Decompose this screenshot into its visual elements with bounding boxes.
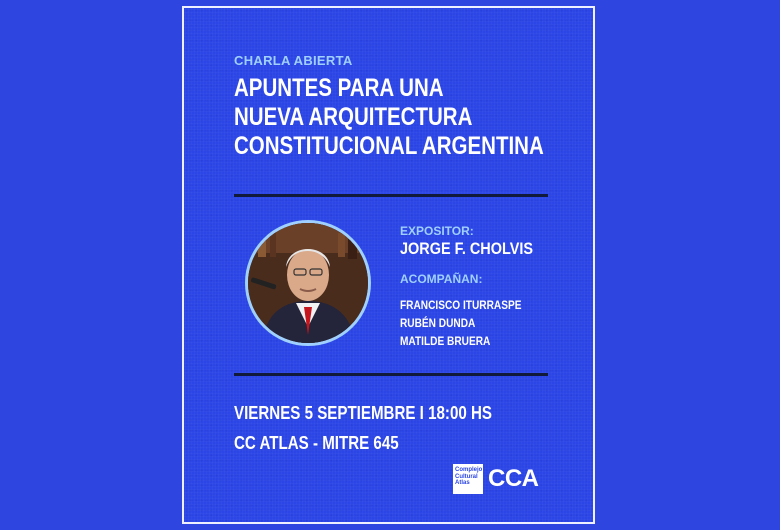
cca-logo	[453, 464, 539, 494]
logo-box-line: Complejo	[455, 467, 483, 473]
event-poster	[182, 6, 595, 524]
speaker-photo	[245, 220, 371, 346]
companion-item: MATILDE BRUERA	[400, 336, 491, 348]
logo-mark: CCA	[488, 465, 539, 492]
speaker-portrait-image	[248, 223, 368, 343]
companion-item: RUBÉN DUNDA	[400, 318, 476, 330]
companions-list	[400, 297, 521, 351]
title-line-1: APUNTES PARA UNA	[234, 74, 444, 102]
acompanan-label: ACOMPAÑAN:	[400, 272, 483, 286]
speaker-name: JORGE F. CHOLVIS	[400, 239, 534, 258]
companion-item: FRANCISCO ITURRASPE	[400, 300, 522, 312]
event-date-time: VIERNES 5 SEPTIEMBRE I 18:00 HS	[234, 403, 492, 423]
divider-top	[234, 194, 548, 197]
logo-box-line: Cultural	[455, 473, 478, 480]
expositor-label: EXPOSITOR:	[400, 224, 474, 238]
event-venue: CC ATLAS - MITRE 645	[234, 433, 399, 453]
logo-box-line: Atlas	[455, 480, 470, 486]
title-line-3: CONSTITUCIONAL ARGENTINA	[234, 132, 544, 160]
divider-bottom	[234, 373, 548, 376]
poster-title	[234, 74, 544, 161]
title-line-2: NUEVA ARQUITECTURA	[234, 103, 473, 131]
logo-box	[453, 464, 483, 494]
poster-kicker: CHARLA ABIERTA	[234, 53, 353, 68]
